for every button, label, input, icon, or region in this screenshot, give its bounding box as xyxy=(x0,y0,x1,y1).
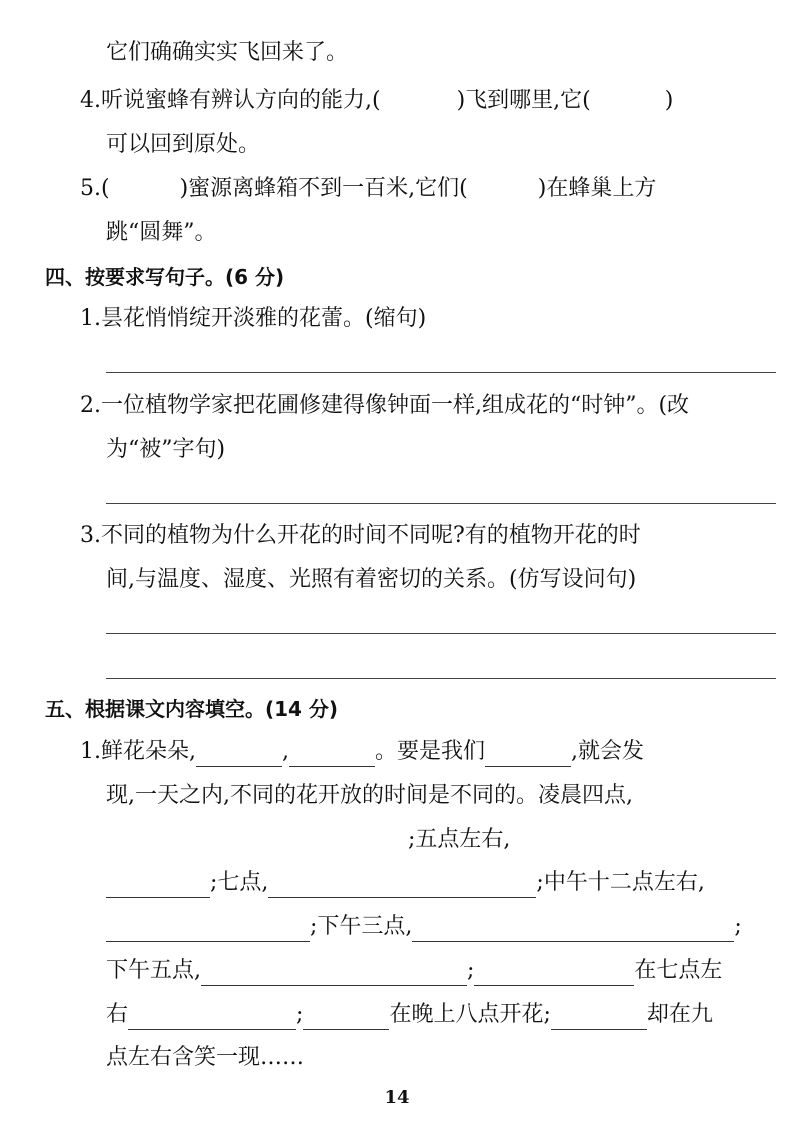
fill-blank[interactable] xyxy=(106,875,210,898)
text: 1.昙花悄悄绽开淡雅的花蕾。(缩句) xyxy=(80,306,427,331)
section-4-q3 xyxy=(80,521,641,551)
text: 却在九 xyxy=(646,1002,713,1027)
answer-line[interactable] xyxy=(106,503,776,504)
text: 间,与温度、湿度、光照有着密切的关系。(仿写设问句) xyxy=(106,567,637,592)
text: ; xyxy=(734,914,742,939)
text: 点左右含笑一现…… xyxy=(106,1045,305,1070)
text-line xyxy=(106,218,217,248)
fill-blank[interactable] xyxy=(303,1007,389,1030)
fill-blank[interactable] xyxy=(412,919,734,942)
fill-row-6 xyxy=(106,956,722,986)
fill-blank[interactable] xyxy=(196,744,282,767)
text: )在蜂巢上方 xyxy=(537,176,657,201)
fill-blank[interactable] xyxy=(128,1007,296,1030)
text: 在晚上八点开花; xyxy=(389,1002,551,1027)
fill-row-7 xyxy=(106,1000,713,1030)
answer-line[interactable] xyxy=(106,678,776,679)
fill-row-8 xyxy=(106,1043,304,1073)
text: , xyxy=(281,739,289,764)
text: ;中午十二点左右, xyxy=(536,870,705,895)
fill-blank[interactable] xyxy=(106,832,408,855)
text: 右 xyxy=(106,1002,129,1027)
text: 下午五点, xyxy=(106,958,201,983)
text: ,就会发 xyxy=(571,739,644,764)
text: 2.一位植物学家把花圃修建得像钟面一样,组成花的“时钟”。(改 xyxy=(80,393,690,418)
text: 在七点左 xyxy=(634,958,723,983)
text-line xyxy=(106,565,636,595)
section-4-title xyxy=(45,262,284,292)
text-line xyxy=(106,435,225,465)
fill-row-2 xyxy=(106,781,633,811)
fill-blank[interactable] xyxy=(551,1007,647,1030)
text: 。要是我们 xyxy=(374,739,485,764)
section-4-q1 xyxy=(80,304,426,334)
fill-blank[interactable] xyxy=(201,963,467,986)
page-number: 14 xyxy=(384,1087,410,1108)
section-5-title xyxy=(45,694,338,724)
text: 五、根据课文内容填空。(14 分) xyxy=(45,697,339,721)
text: 5.( xyxy=(80,176,110,201)
text-line xyxy=(106,130,260,160)
fill-blank[interactable] xyxy=(268,875,536,898)
text: ; xyxy=(467,958,475,983)
text: 1.鲜花朵朵, xyxy=(80,739,196,764)
text: 3.不同的植物为什么开花的时间不同呢?有的植物开花的时 xyxy=(80,523,641,548)
text: ;下午三点, xyxy=(310,914,413,939)
fill-row-1 xyxy=(80,737,644,767)
text: 可以回到原处。 xyxy=(106,132,261,157)
text-line xyxy=(106,38,348,68)
fill-row-4 xyxy=(106,868,705,898)
answer-line[interactable] xyxy=(106,372,776,373)
text: 四、按要求写句子。(6 分) xyxy=(45,265,285,289)
text: )飞到哪里,它( xyxy=(456,88,591,113)
text: ; xyxy=(296,1002,304,1027)
fill-row-5 xyxy=(106,912,742,942)
text: 为“被”字句) xyxy=(106,437,226,462)
question-5 xyxy=(80,174,656,204)
fill-blank[interactable] xyxy=(289,744,375,767)
text: ;五点左右, xyxy=(408,827,511,852)
text: 它们确确实实飞回来了。 xyxy=(106,40,349,65)
text: 现,一天之内,不同的花开放的时间是不同的。凌晨四点, xyxy=(106,783,633,808)
text: 4.听说蜜蜂有辨认方向的能力,( xyxy=(80,88,381,113)
answer-line[interactable] xyxy=(106,633,776,634)
fill-blank[interactable] xyxy=(106,919,310,942)
fill-row-3 xyxy=(106,825,510,855)
fill-blank[interactable] xyxy=(474,963,634,986)
question-4 xyxy=(80,86,673,116)
text: 跳“圆舞”。 xyxy=(106,220,217,245)
text: ) xyxy=(664,88,674,113)
text: ;七点, xyxy=(210,870,269,895)
section-4-q2 xyxy=(80,391,689,421)
text: )蜜源离蜂箱不到一百米,它们( xyxy=(179,176,468,201)
fill-blank[interactable] xyxy=(485,744,571,767)
